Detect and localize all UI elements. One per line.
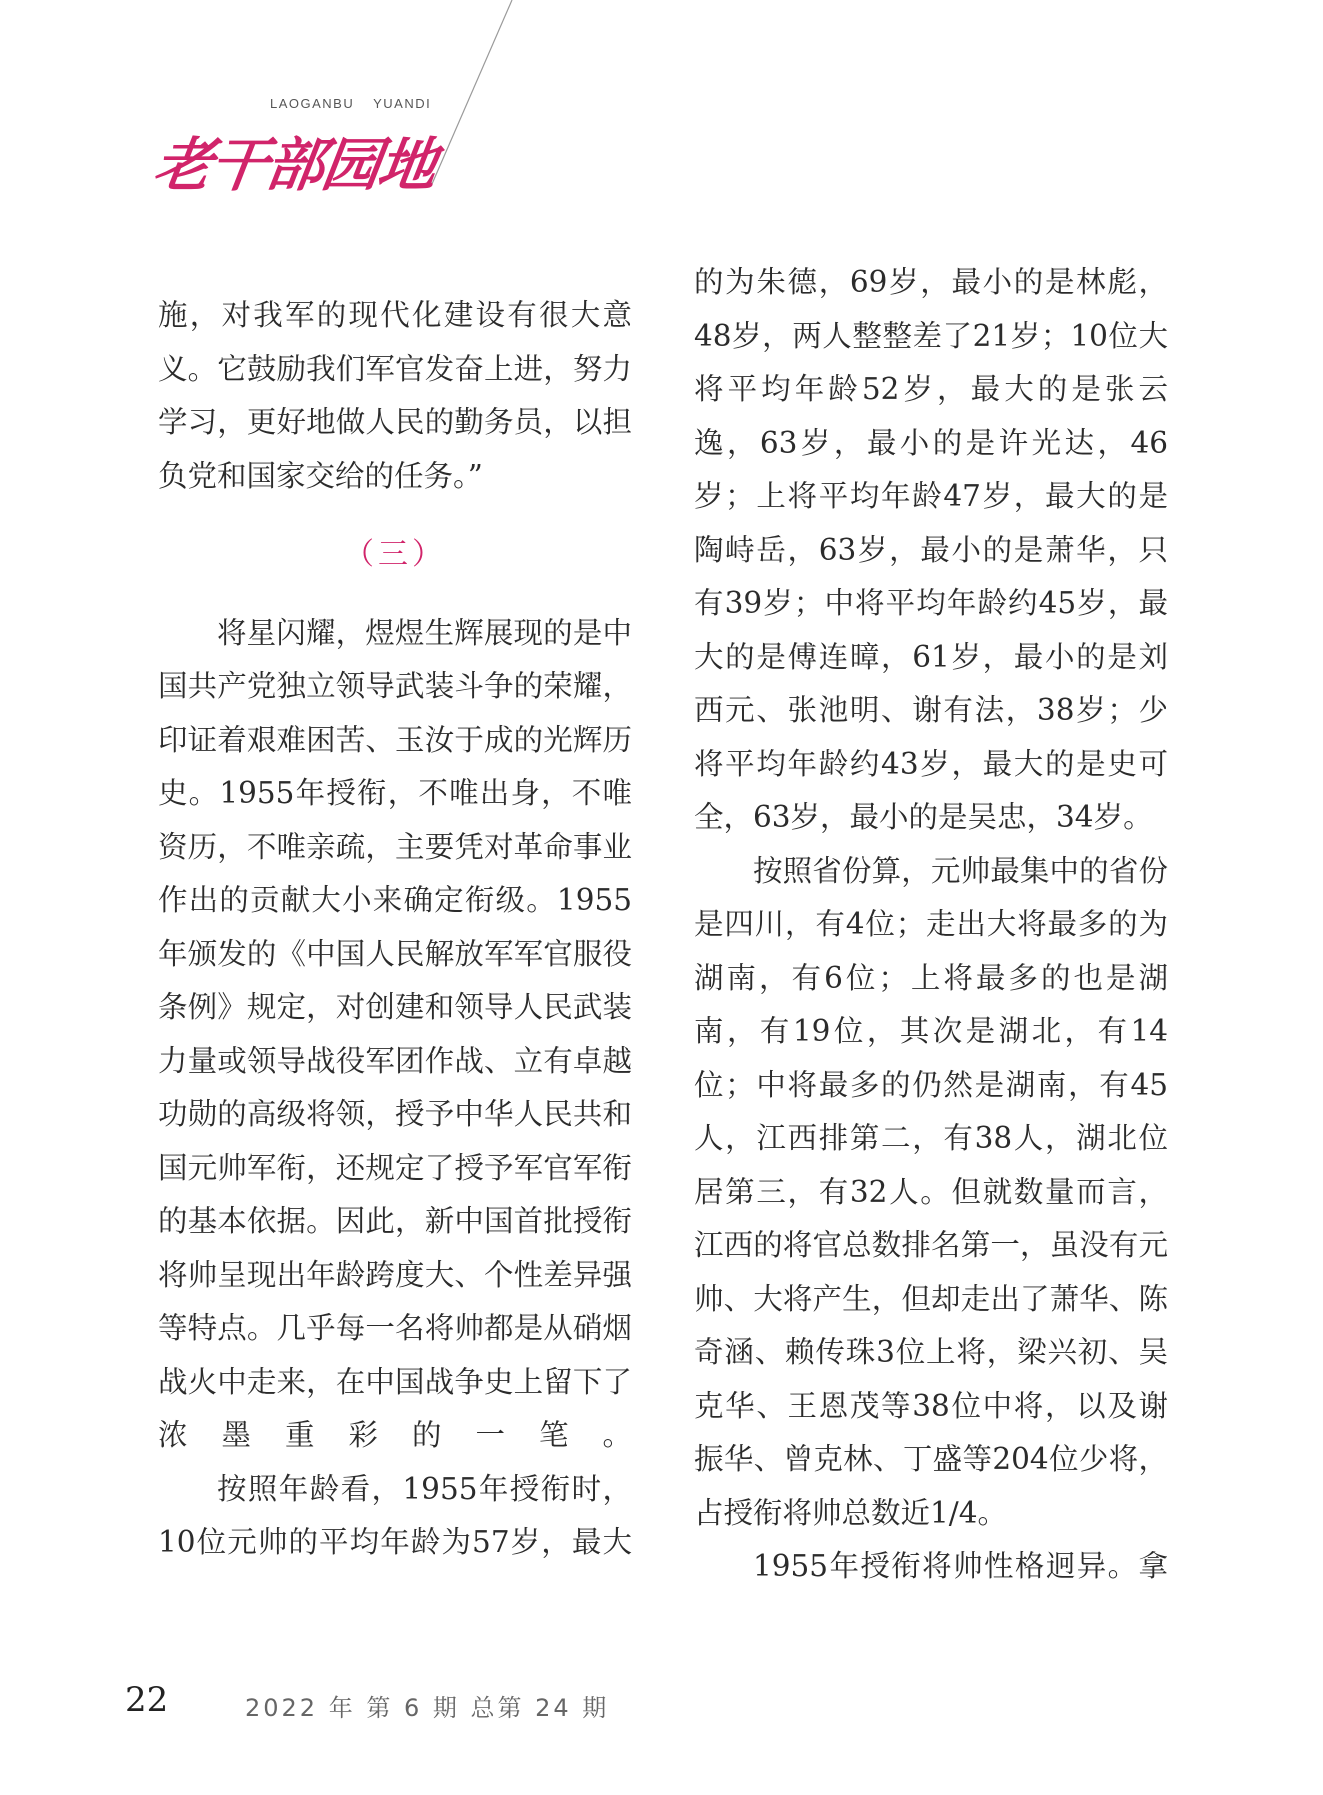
paragraph: 1955年授衔将帅性格迥异。拿 [753,1549,1168,1583]
paragraph: 将星闪耀，煜煜生辉展现的是中国共产党独立领导武装斗争的荣耀，印证着艰难困苦、玉汝于成的光辉历史。1955年授衔，不唯出身，不唯资历，不唯亲疏，主要凭对革命事业作出的贡献大小来确定衔级。1955年颁发的《中国人民解放军军官服役条例》规定，对创建和领导人民武装力量或领导战役军团作战、立有卓越功勋的高级将领，授予中华人民共和国元帅军衔，还规定了授予军官军衔的基本依据。因此，新中国首批授衔将帅呈现出年龄跨度大、个性差异强等特点。几乎每一名将帅都是从硝烟战火中走来，在中国战争史上留下了浓墨重彩的一笔。 [158,615,632,1452]
paragraph: 的为朱德，69岁，最小的是林彪，48岁，两人整整差了21岁；10位大将平均年龄52岁，最大的是张云逸，63岁，最小的是许光达，46岁；上将平均年龄47岁，最大的是陶峙岳，63岁，最小的是萧华，只有39岁；中将平均年龄约45岁，最大的是傅连暲，61岁，最小的是刘西元、张池明、谢有法，38岁；少将平均年龄约43岁，最大的是史可全，63岁，最小的是吴忠，34岁。 [694,265,1168,834]
right-column [694,256,1168,1594]
issue-info: 2022 年 第 6 期 总第 24 期 [245,1694,610,1722]
masthead [0,0,600,200]
paragraph: 施，对我军的现代化建设有很大意义。它鼓励我们军官发奋上进，努力学习，更好地做人民的勤务员，以担负党和国家交给的任务。” [158,298,632,493]
masthead-pinyin: LAOGANBU YUANDI [270,96,432,111]
section-heading: （三） [344,537,446,572]
paragraph: 按照年龄看，1955年授衔时，10位元帅的平均年龄为57岁，最大 [158,1471,632,1559]
paragraph: 按照省份算，元帅最集中的省份是四川，有4位；走出大将最多的为湖南，有6位；上将最多的也是湖南，有19位，其次是湖北，有14位；中将最多的仍然是湖南，有45人，江西排第二，有38人，湖北位居第三，有32人。但就数量而言，江西的将官总数排名第一，虽没有元帅、大将产生，但却走出了萧华、陈奇涵、赖传珠3位上将，梁兴初、吴克华、王恩茂等38位中将，以及谢振华、曾克林、丁盛等204位少将，占授衔将帅总数近1/4。 [694,853,1168,1530]
page-number: 22 [125,1680,169,1720]
left-column [158,289,632,1570]
magazine-logo: 老干部园地 [149,131,440,199]
